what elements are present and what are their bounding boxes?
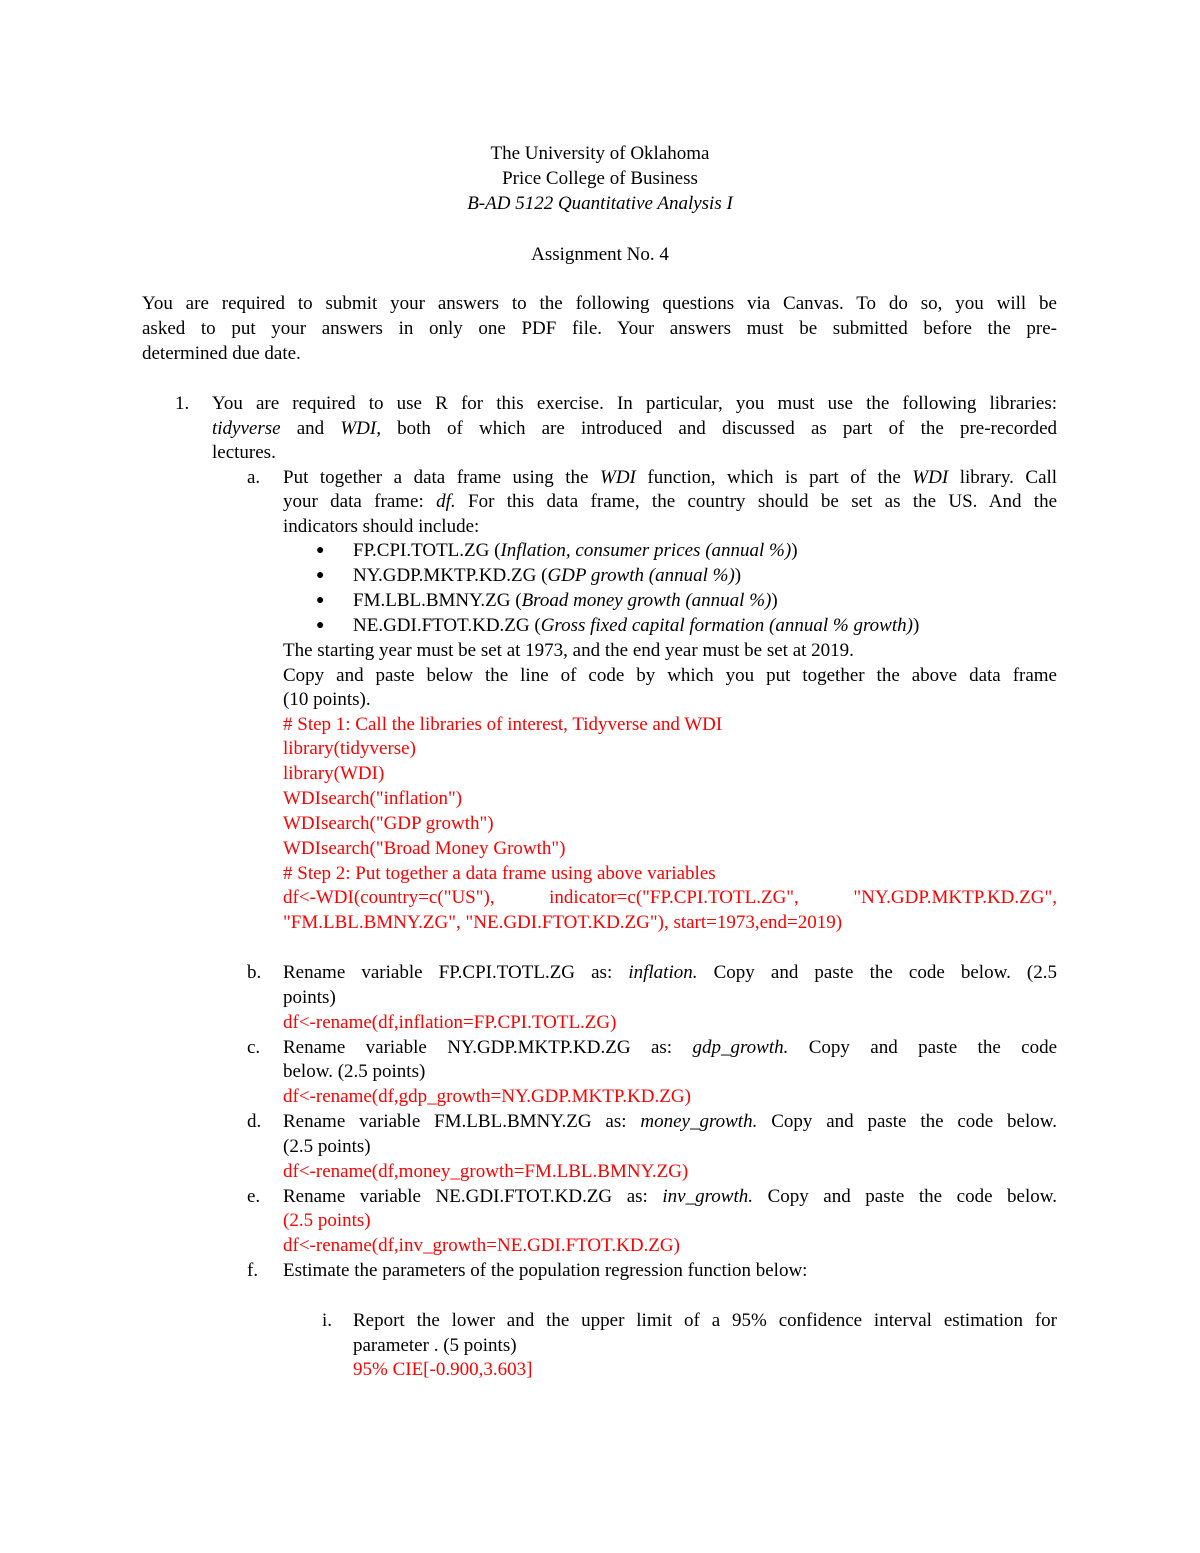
- college-title: Price College of Business: [502, 168, 698, 189]
- item-e-line-2: (2.5 points): [283, 1210, 371, 1231]
- bullet-dot: ●: [316, 593, 325, 608]
- item-i-line-2: parameter . (5 points): [353, 1335, 517, 1356]
- item-a-line-2: your data frame: df. For this data frame, the country should be set as the US. And the: [283, 491, 1058, 512]
- course-title: B-AD 5122 Quantitative Analysis I: [467, 193, 733, 214]
- question-1-line-3: lectures.: [212, 442, 276, 463]
- code-line: library(WDI): [283, 763, 385, 784]
- item-e-letter: e.: [247, 1186, 261, 1207]
- indicator-item: NE.GDI.FTOT.KD.ZG (Gross fixed capital formation (annual % growth)): [353, 615, 920, 636]
- item-c-line-2: below. (2.5 points): [283, 1061, 426, 1082]
- code-line: WDIsearch("Broad Money Growth"): [283, 838, 566, 859]
- question-1-line-2: tidyverse and WDI, both of which are introduced and discussed as part of the pre-recorded: [212, 418, 1057, 439]
- code-line: # Step 1: Call the libraries of interest, Tidyverse and WDI: [283, 714, 723, 735]
- item-f-letter: f.: [247, 1260, 259, 1281]
- intro-line-2: asked to put your answers in only one PDF file. Your answers must be submitted before the pre-: [142, 318, 1057, 339]
- item-e-code: df<-rename(df,inv_growth=NE.GDI.FTOT.KD.ZG): [283, 1235, 680, 1256]
- code-line: df<-WDI(country=c("US"), indicator=c("FP.CPI.TOTL.ZG", "NY.GDP.MKTP.KD.ZG",: [283, 887, 1057, 908]
- indicator-item: FP.CPI.TOTL.ZG (Inflation, consumer prices (annual %)): [353, 540, 798, 561]
- lib-wdi: WDI,: [340, 418, 381, 439]
- item-b-line-1: Rename variable FP.CPI.TOTL.ZG as: inflation. Copy and paste the code below. (2.5: [283, 962, 1057, 983]
- indicator-item: FM.LBL.BMNY.ZG (Broad money growth (annual %)): [353, 590, 778, 611]
- item-i-answer: 95% CIE[-0.900,3.603]: [353, 1359, 533, 1380]
- bullet-dot: ●: [316, 568, 325, 583]
- assignment-title: Assignment No. 4: [531, 244, 669, 265]
- item-d-line-1: Rename variable FM.LBL.BMNY.ZG as: money_growth. Copy and paste the code below.: [283, 1111, 1058, 1132]
- code-line: WDIsearch("inflation"): [283, 788, 463, 809]
- item-f-text: Estimate the parameters of the population regression function below:: [283, 1260, 808, 1281]
- item-a-letter: a.: [247, 467, 261, 488]
- intro-line-3: determined due date.: [142, 343, 301, 364]
- indicator-item: NY.GDP.MKTP.KD.ZG (GDP growth (annual %)): [353, 565, 742, 586]
- code-line: "FM.LBL.BMNY.ZG", "NE.GDI.FTOT.KD.ZG"), start=1973,end=2019): [283, 912, 843, 933]
- item-b-code: df<-rename(df,inflation=FP.CPI.TOTL.ZG): [283, 1012, 617, 1033]
- years-note: The starting year must be set at 1973, and the end year must be set at 2019.: [283, 640, 854, 661]
- code-line: # Step 2: Put together a data frame using above variables: [283, 863, 716, 884]
- code-line: library(tidyverse): [283, 738, 416, 759]
- code-line: WDIsearch("GDP growth"): [283, 813, 494, 834]
- question-1-number: 1.: [175, 393, 190, 414]
- question-1-line-1: You are required to use R for this exercise. In particular, you must use the following libraries:: [212, 393, 1057, 414]
- intro-line-1: You are required to submit your answers to the following questions via Canvas. To do so, you will be: [142, 293, 1057, 314]
- item-b-letter: b.: [247, 962, 262, 983]
- item-a-line-1: Put together a data frame using the WDI function, which is part of the WDI library. Call: [283, 467, 1058, 488]
- item-c-letter: c.: [247, 1037, 261, 1058]
- item-d-line-2: (2.5 points): [283, 1136, 371, 1157]
- item-e-line-1: Rename variable NE.GDI.FTOT.KD.ZG as: inv_growth. Copy and paste the code below.: [283, 1186, 1058, 1207]
- item-a-line-3: indicators should include:: [283, 516, 480, 537]
- university-title: The University of Oklahoma: [490, 143, 710, 164]
- copy-instruction-2: (10 points).: [283, 689, 371, 710]
- item-d-letter: d.: [247, 1111, 262, 1132]
- item-i-line-1: Report the lower and the upper limit of a 95% confidence interval estimation for: [353, 1310, 1057, 1331]
- item-i-numeral: i.: [322, 1310, 333, 1331]
- bullet-dot: ●: [316, 618, 325, 633]
- lib-tidyverse: tidyverse: [212, 418, 281, 439]
- bullet-dot: ●: [316, 543, 325, 558]
- item-d-code: df<-rename(df,money_growth=FM.LBL.BMNY.ZG): [283, 1161, 689, 1182]
- copy-instruction-1: Copy and paste below the line of code by which you put together the above data frame: [283, 665, 1057, 686]
- item-c-code: df<-rename(df,gdp_growth=NY.GDP.MKTP.KD.ZG): [283, 1086, 691, 1107]
- item-b-line-2: points): [283, 987, 336, 1008]
- item-c-line-1: Rename variable NY.GDP.MKTP.KD.ZG as: gdp_growth. Copy and paste the code: [283, 1037, 1058, 1058]
